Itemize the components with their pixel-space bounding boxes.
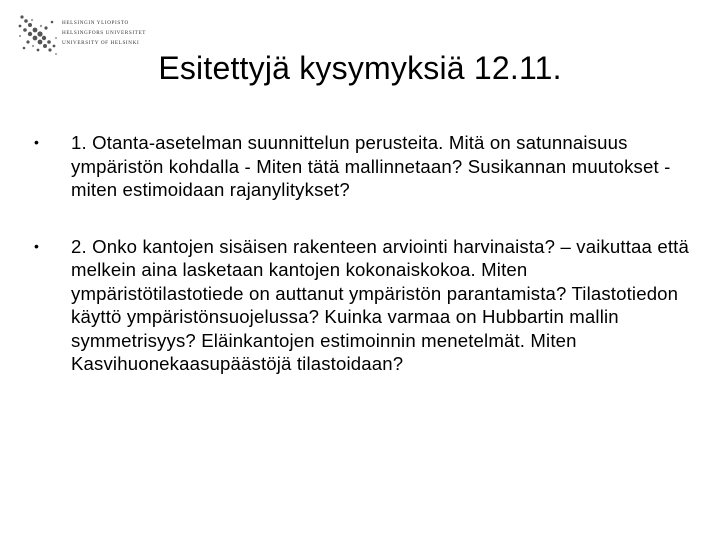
bullet-list (34, 131, 694, 376)
bullet-item (34, 131, 694, 202)
bullet-marker: • (34, 134, 40, 150)
logo-line-finnish: HELSINGIN YLIOPISTO (62, 20, 129, 26)
bullet-item (34, 235, 694, 376)
slide-title: Esitettyjä kysymyksiä 12.11. (158, 50, 562, 86)
logo-line-english: UNIVERSITY OF HELSINKI (62, 40, 140, 46)
bullet-text: 2. Onko kantojen sisäisen rakenteen arviointi harvinaista? – vaikuttaa että melkein aina lasketaan kantojen kokonaiskokoa. Miten ympäristötilastotiede on auttanut ympäristön parantamista? Tilastotiedon käyttö ympäristönsuojelussa? Kuinka varmaa on Hubbartin mallin symmetrisyys? Eläinkantojen estimoinnin menetelmät. Miten Kasvihuonekaasupäästöjä tilastoidaan? (71, 235, 689, 374)
bullet-marker: • (34, 237, 40, 254)
logo-line-swedish: HELSINGFORS UNIVERSITET (62, 30, 146, 36)
logo-text (62, 18, 148, 48)
bullet-text: 1. Otanta-asetelman suunnittelun perusteita. Mitä on satunnaisuus ympäristön kohdalla - Miten tätä mallinnetaan? Susikannan muutokset - miten estimoidaan rajanylitykset? (71, 132, 671, 200)
